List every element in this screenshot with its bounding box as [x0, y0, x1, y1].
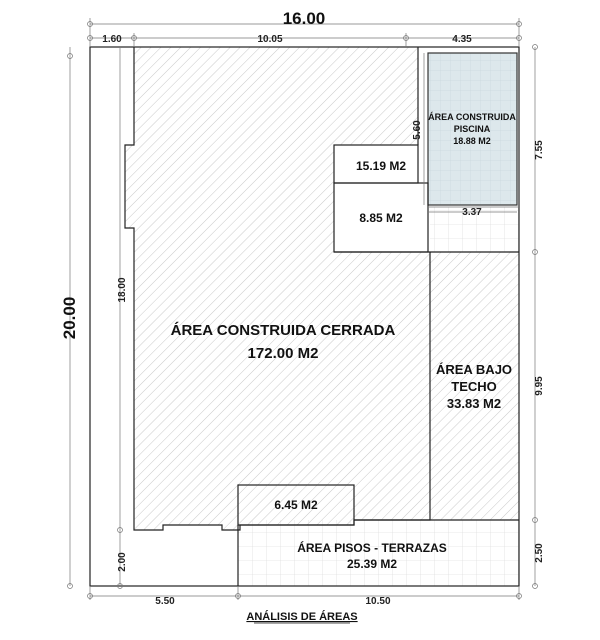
dim-right-top: 7.55	[534, 140, 545, 160]
terrazas-title: ÁREA PISOS - TERRAZAS	[297, 541, 447, 555]
dim-left-bottom: 2.00	[117, 552, 128, 572]
bajo-techo-title-2: TECHO	[451, 379, 497, 394]
bajo-techo-value: 33.83 M2	[446, 396, 502, 411]
dim-total-width: 16.00	[282, 9, 326, 28]
pool-title-1: ÁREA CONSTRUIDA	[428, 112, 516, 122]
dim-right-bottom: 2.50	[534, 543, 545, 563]
diagram-title: ANÁLISIS DE ÁREAS	[246, 611, 358, 623]
dim-top-left: 1.60	[102, 34, 122, 45]
dim-top-mid: 10.05	[257, 34, 283, 45]
pool-title-2: PISCINA	[453, 124, 491, 134]
dim-right-mid: 9.95	[534, 376, 545, 396]
dim-total-height: 20.00	[60, 296, 79, 340]
terrazas-value: 25.39 M2	[346, 557, 398, 571]
area-cerrada-value: 172.00 M2	[247, 345, 319, 362]
bajo-techo-title-1: ÁREA BAJO	[435, 362, 513, 377]
dim-left-inner: 18.00	[117, 277, 128, 303]
room-b-label: 8.85 M2	[359, 211, 403, 225]
dim-bottom-right: 10.50	[365, 596, 391, 607]
room-c-label: 6.45 M2	[274, 498, 318, 512]
dim-pool-gap: 5.60	[412, 120, 423, 140]
dim-top-right: 4.35	[452, 34, 472, 45]
pool-value: 18.88 M2	[453, 136, 491, 146]
dim-pool-width: 3.37	[462, 207, 482, 218]
area-cerrada-hatch	[125, 47, 430, 530]
area-cerrada-title: ÁREA CONSTRUIDA CERRADA	[170, 322, 396, 339]
dim-bottom-left: 5.50	[155, 596, 175, 607]
room-a-label: 15.19 M2	[355, 159, 407, 173]
